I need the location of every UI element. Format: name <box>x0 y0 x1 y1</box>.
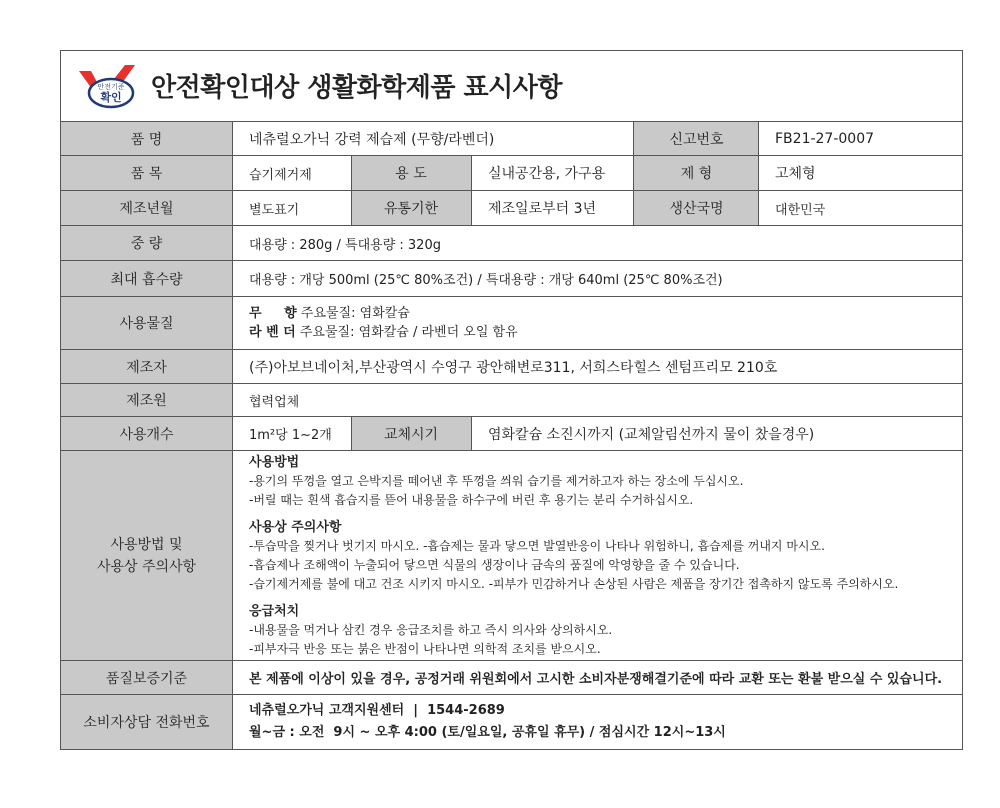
origin-label: 제조원 <box>61 384 232 416</box>
product-name-label: 품 명 <box>61 122 232 155</box>
caution-line: -흡습제나 조해액이 누출되어 닿으면 식물의 생장이나 금속의 품질에 악영향을 줄 수 있습니다. <box>249 557 740 572</box>
contact-line-phone: 네츄럴오가닉 고객지원센터 | 1544-2689 <box>249 703 505 718</box>
contact-line-hours: 월~금 : 오전 9시 ~ 오후 4:00 (토/일요일, 공휴일 휴무) / 점심시간 12시~13시 <box>249 725 726 740</box>
weight-value: 대용량 : 280g / 특대용량 : 320g <box>249 237 441 253</box>
product-name-value: 네츄럴오가닉 강력 제습제 (무향/라벤더) <box>249 131 495 148</box>
replace-time-value: 염화칼슘 소진시까지 (교체알림선까지 물이 찼을경우) <box>488 426 815 443</box>
lavender-text: 주요물질: 염화칼슘 / 라벤더 오일 함유 <box>299 325 518 340</box>
usage-count-label: 사용개수 <box>61 417 232 450</box>
item-label: 품 목 <box>61 156 232 190</box>
logo-top-text: 안전기준 <box>97 83 125 91</box>
first-aid-line: -피부자극 반응 또는 붉은 반점이 나타나면 의학적 조치를 받으시오. <box>249 641 601 656</box>
contact-value <box>233 695 959 749</box>
weight-label: 중 량 <box>61 226 232 260</box>
substance-label: 사용물질 <box>61 297 232 349</box>
quality-label: 품질보증기준 <box>61 661 232 694</box>
unscented-text: 주요물질: 염화칼슘 <box>300 306 410 321</box>
logo-main-text: 확인 <box>100 91 122 104</box>
first-aid-title: 응급처치 <box>249 603 300 619</box>
usage-caution-label-line1: 사용방법 및 <box>110 536 183 553</box>
usage-count-value: 1m²당 1~2개 <box>249 428 332 443</box>
report-number-value: FB21-27-0007 <box>775 130 875 147</box>
how-to-use-title: 사용방법 <box>249 454 300 470</box>
expiry-value: 제조일로부터 3년 <box>488 201 597 217</box>
lavender-name: 라 벤 더 <box>249 325 296 340</box>
form-label: 제 형 <box>634 156 759 190</box>
max-absorb-value: 대용량 : 개당 500ml (25℃ 80%조건) / 특대용량 : 개당 640ml (25℃ 80%조건) <box>249 273 723 288</box>
usage-caution-label <box>61 451 232 660</box>
header <box>61 51 962 122</box>
first-aid-line: -내용물을 먹거나 삼킨 경우 응급조치를 하고 즉시 의사와 상의하시오. <box>249 622 613 637</box>
item-value: 습기제거제 <box>249 167 312 183</box>
unscented-name: 무 향 <box>249 306 297 321</box>
substance-line-lavender <box>249 323 518 342</box>
origin-value: 협력업체 <box>249 394 300 410</box>
how-to-use-line: -용기의 뚜껑을 열고 은박지를 떼어낸 후 뚜껑을 씌워 습기를 제거하고자 하는 장소에 두십시오. <box>249 473 744 488</box>
caution-line: -투습막을 찢거나 벗기지 마시오. -흡습제는 물과 닿으면 발열반응이 나타나 위험하니, 흡습제를 꺼내지 마시오. <box>249 538 825 553</box>
label-frame <box>60 50 963 750</box>
usage-caution-content <box>233 451 959 660</box>
country-label: 생산국명 <box>634 191 759 225</box>
purpose-label: 용 도 <box>351 156 471 190</box>
manufacture-date-label: 제조년월 <box>61 191 232 225</box>
substance-value <box>233 297 959 349</box>
safety-check-logo-icon <box>77 63 137 113</box>
caution-line: -습기제거제를 불에 대고 건조 시키지 마시오. -피부가 민감하거나 손상된 사람은 제품을 장기간 접촉하지 않도록 주의하시오. <box>249 576 899 591</box>
caution-title: 사용상 주의사항 <box>249 519 342 535</box>
substance-line-unscented <box>249 304 410 323</box>
quality-value: 본 제품에 이상이 있을 경우, 공정거래 위원회에서 고시한 소비자분쟁해결기준에 따라 교환 또는 환불 받으실 수 있습니다. <box>249 672 943 687</box>
report-number-label: 신고번호 <box>634 122 759 155</box>
contact-label: 소비자상담 전화번호 <box>61 695 232 749</box>
usage-caution-label-line2: 사용상 주의사항 <box>96 558 197 575</box>
purpose-value: 실내공간용, 가구용 <box>488 166 606 182</box>
replace-time-label: 교체시기 <box>351 417 471 450</box>
expiry-label: 유통기한 <box>351 191 471 225</box>
manufacturer-value: (주)아보브네이처,부산광역시 수영구 광안해변로311, 서희스타힐스 센텀프리모 210호 <box>249 359 778 376</box>
form-value: 고체형 <box>775 166 816 182</box>
manufacture-date-value: 별도표기 <box>249 202 300 218</box>
page-title: 안전확인대상 생활화학제품 표시사항 <box>151 73 562 103</box>
how-to-use-line: -버릴 때는 흰색 흡습지를 뜯어 내용물을 하수구에 버린 후 용기는 분리 수거하십시오. <box>249 492 694 507</box>
country-value: 대한민국 <box>775 202 826 218</box>
manufacturer-label: 제조자 <box>61 350 232 383</box>
max-absorb-label: 최대 흡수량 <box>61 261 232 296</box>
